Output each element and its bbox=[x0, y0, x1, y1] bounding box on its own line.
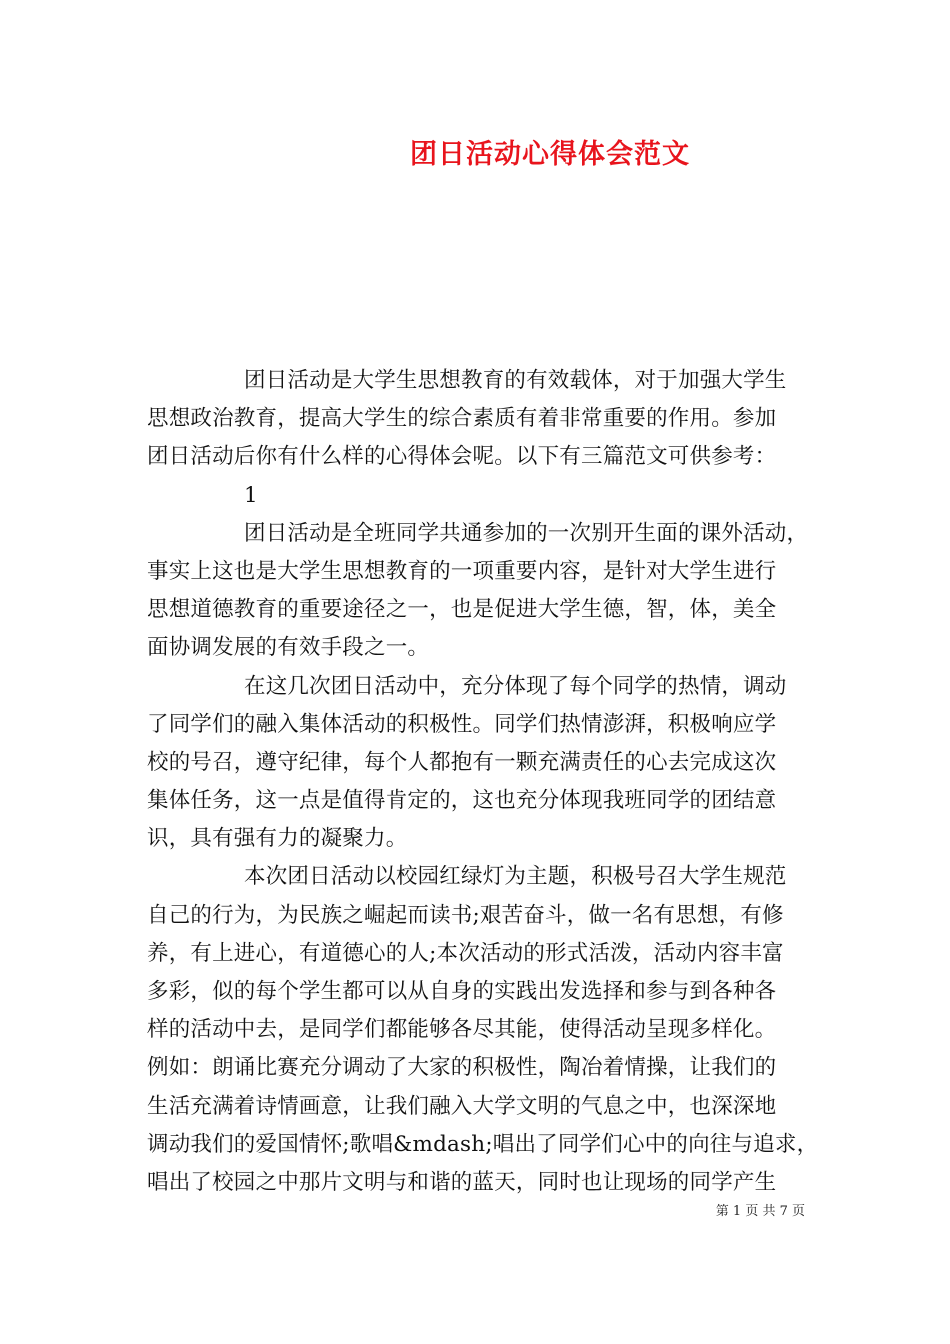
text-line: 集体任务，这一点是值得肯定的，这也充分体现我班同学的团结意 bbox=[147, 788, 777, 814]
text-line: 样的活动中去，是同学们都能够各尽其能，使得活动呈现多样化。 bbox=[147, 1017, 777, 1043]
text-line: 校的号召，遵守纪律，每个人都抱有一颗充满责任的心去完成这次 bbox=[147, 749, 777, 775]
text-line: 在这几次团日活动中，充分体现了每个同学的热情，调动 bbox=[244, 673, 787, 699]
text-line: 养，有上进心，有道德心的人;本次活动的形式活泼，活动内容丰富 bbox=[147, 940, 784, 966]
text-line: 本次团日活动以校园红绿灯为主题，积极号召大学生规范 bbox=[244, 864, 787, 890]
text-line: 调动我们的爱国情怀;歌唱&mdash;唱出了同学们心中的向往与追求， bbox=[147, 1131, 819, 1157]
text-line: 面协调发展的有效手段之一。 bbox=[147, 635, 430, 661]
document-body bbox=[147, 362, 819, 1202]
text-line: 多彩，似的每个学生都可以从自身的实践出发选择和参与到各种各 bbox=[147, 979, 777, 1004]
text-line: 识，具有强有力的凝聚力。 bbox=[147, 826, 408, 852]
text-line: 团日活动后你有什么样的心得体会呢。以下有三篇范文可供参考： bbox=[147, 444, 777, 470]
text-line: 唱出了校园之中那片文明与和谐的蓝天，同时也让现场的同学产生 bbox=[147, 1169, 777, 1195]
text-line: 1 bbox=[244, 482, 258, 508]
text-line: 思想道德教育的重要途径之一，也是促进大学生德，智，体，美全 bbox=[147, 597, 777, 623]
text-line: 事实上这也是大学生思想教育的一项重要内容，是针对大学生进行 bbox=[147, 558, 777, 584]
text-line: 自己的行为，为民族之崛起而读书;艰苦奋斗，做一名有思想，有修 bbox=[147, 902, 784, 928]
text-line: 团日活动是全班同学共通参加的一次别开生面的课外活动， bbox=[244, 520, 809, 546]
text-line: 团日活动是大学生思想教育的有效载体，对于加强大学生 bbox=[244, 368, 787, 393]
page-footer: 第 1 页 共 7 页 bbox=[715, 1204, 805, 1219]
text-line: 生活充满着诗情画意，让我们融入大学文明的气息之中，也深深地 bbox=[147, 1093, 777, 1119]
text-line: 例如：朗诵比赛充分调动了大家的积极性，陶冶着情操，让我们的 bbox=[147, 1055, 777, 1081]
page-title: 团日活动心得体会范文 bbox=[410, 139, 690, 170]
text-line: 思想政治教育，提高大学生的综合素质有着非常重要的作用。参加 bbox=[147, 406, 777, 432]
text-line: 了同学们的融入集体活动的积极性。同学们热情澎湃，积极响应学 bbox=[147, 711, 777, 737]
